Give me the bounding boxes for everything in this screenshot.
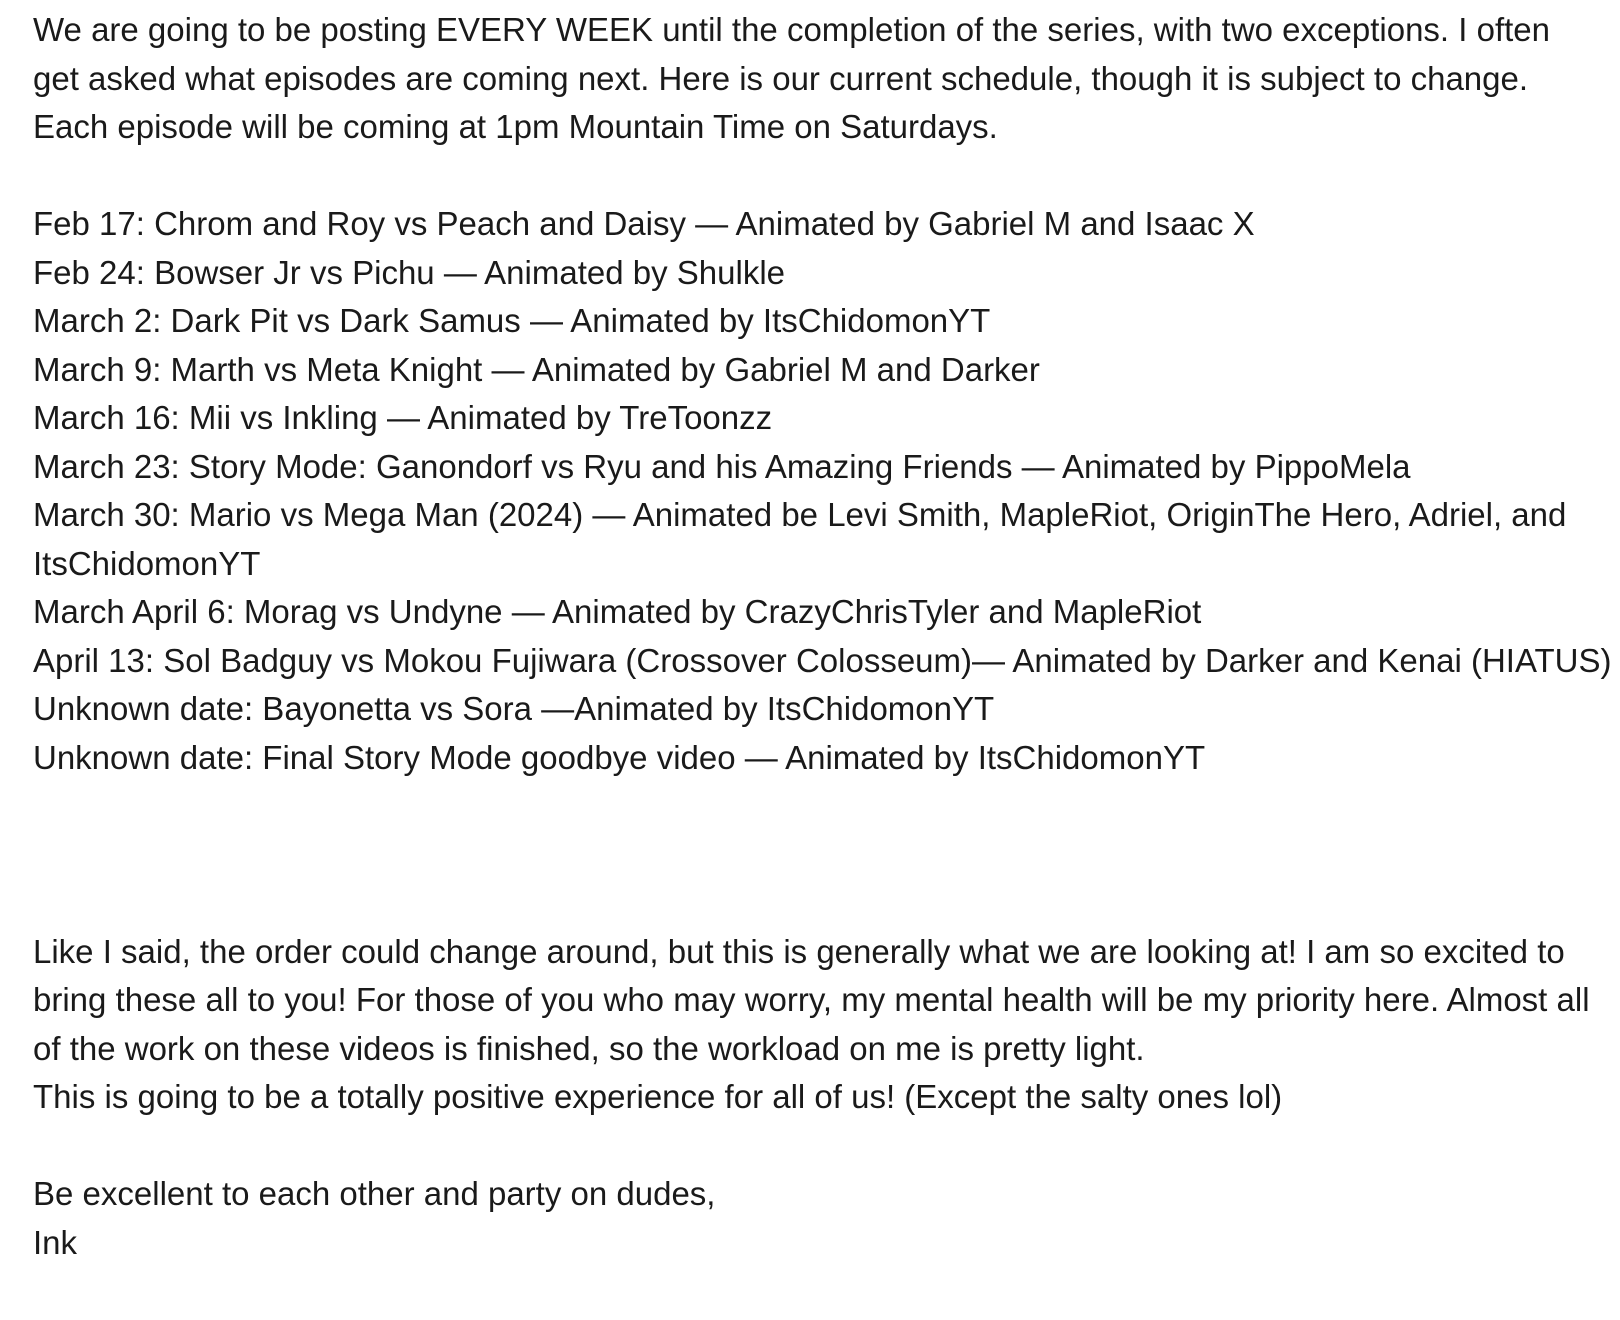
schedule-item: Unknown date: Bayonetta vs Sora —Animated by ItsChidomonYT [33,690,995,727]
episode-schedule-list [33,200,1613,782]
spacer [33,782,1613,928]
schedule-item: Feb 24: Bowser Jr vs Pichu — Animated by Shulkle [33,253,786,291]
positive-line: This is going to be a totally positive experience for all of us! (Except the salty ones lol) [33,1078,1283,1115]
schedule-item: March 30: Mario vs Mega Man (2024) — Animated be Levi Smith, MapleRiot, OriginThe Hero, Adriel, and ItsChidomonYT [33,496,1567,582]
schedule-item: April 13: Sol Badguy vs Mokou Fujiwara (Crossover Colosseum)— Animated by Darker and Kenai (HIATUS) [33,641,1612,679]
schedule-item: March 16: Mii vs Inkling — Animated by TreToonzz [33,399,773,436]
spacer [33,1122,1613,1171]
signoff-line: Be excellent to each other and party on dudes, [33,1175,716,1212]
closing-paragraph: Like I said, the order could change around, but this is generally what we are looking at! I am so excited to bring these all to you! For those of you who may worry, my mental health will be my priority here. Almost all of the work on these videos is finished, so the workload on me is pretty light. [33,932,1590,1067]
intro-paragraph: We are going to be posting EVERY WEEK until the completion of the series, with two exceptions. I often get asked what episodes are coming next. Here is our current schedule, though it is subject to change. Each episode will be coming at 1pm Mountain Time on Saturdays. [33,11,1551,145]
schedule-item: March 9: Marth vs Meta Knight — Animated by Gabriel M and Darker [33,350,1040,388]
spacer [33,152,1613,201]
schedule-item: Feb 17: Chrom and Roy vs Peach and Daisy — Animated by Gabriel M and Isaac X [33,205,1255,242]
post-body [33,6,1613,1267]
schedule-item: March April 6: Morag vs Undyne — Animated by CrazyChrisTyler and MapleRiot [33,593,1202,630]
schedule-item: March 2: Dark Pit vs Dark Samus — Animated by ItsChidomonYT [33,302,991,339]
author-name: Ink [33,1223,78,1261]
schedule-item: Unknown date: Final Story Mode goodbye video — Animated by ItsChidomonYT [33,738,1206,776]
schedule-item: March 23: Story Mode: Ganondorf vs Ryu and his Amazing Friends — Animated by PippoMela [33,447,1411,485]
